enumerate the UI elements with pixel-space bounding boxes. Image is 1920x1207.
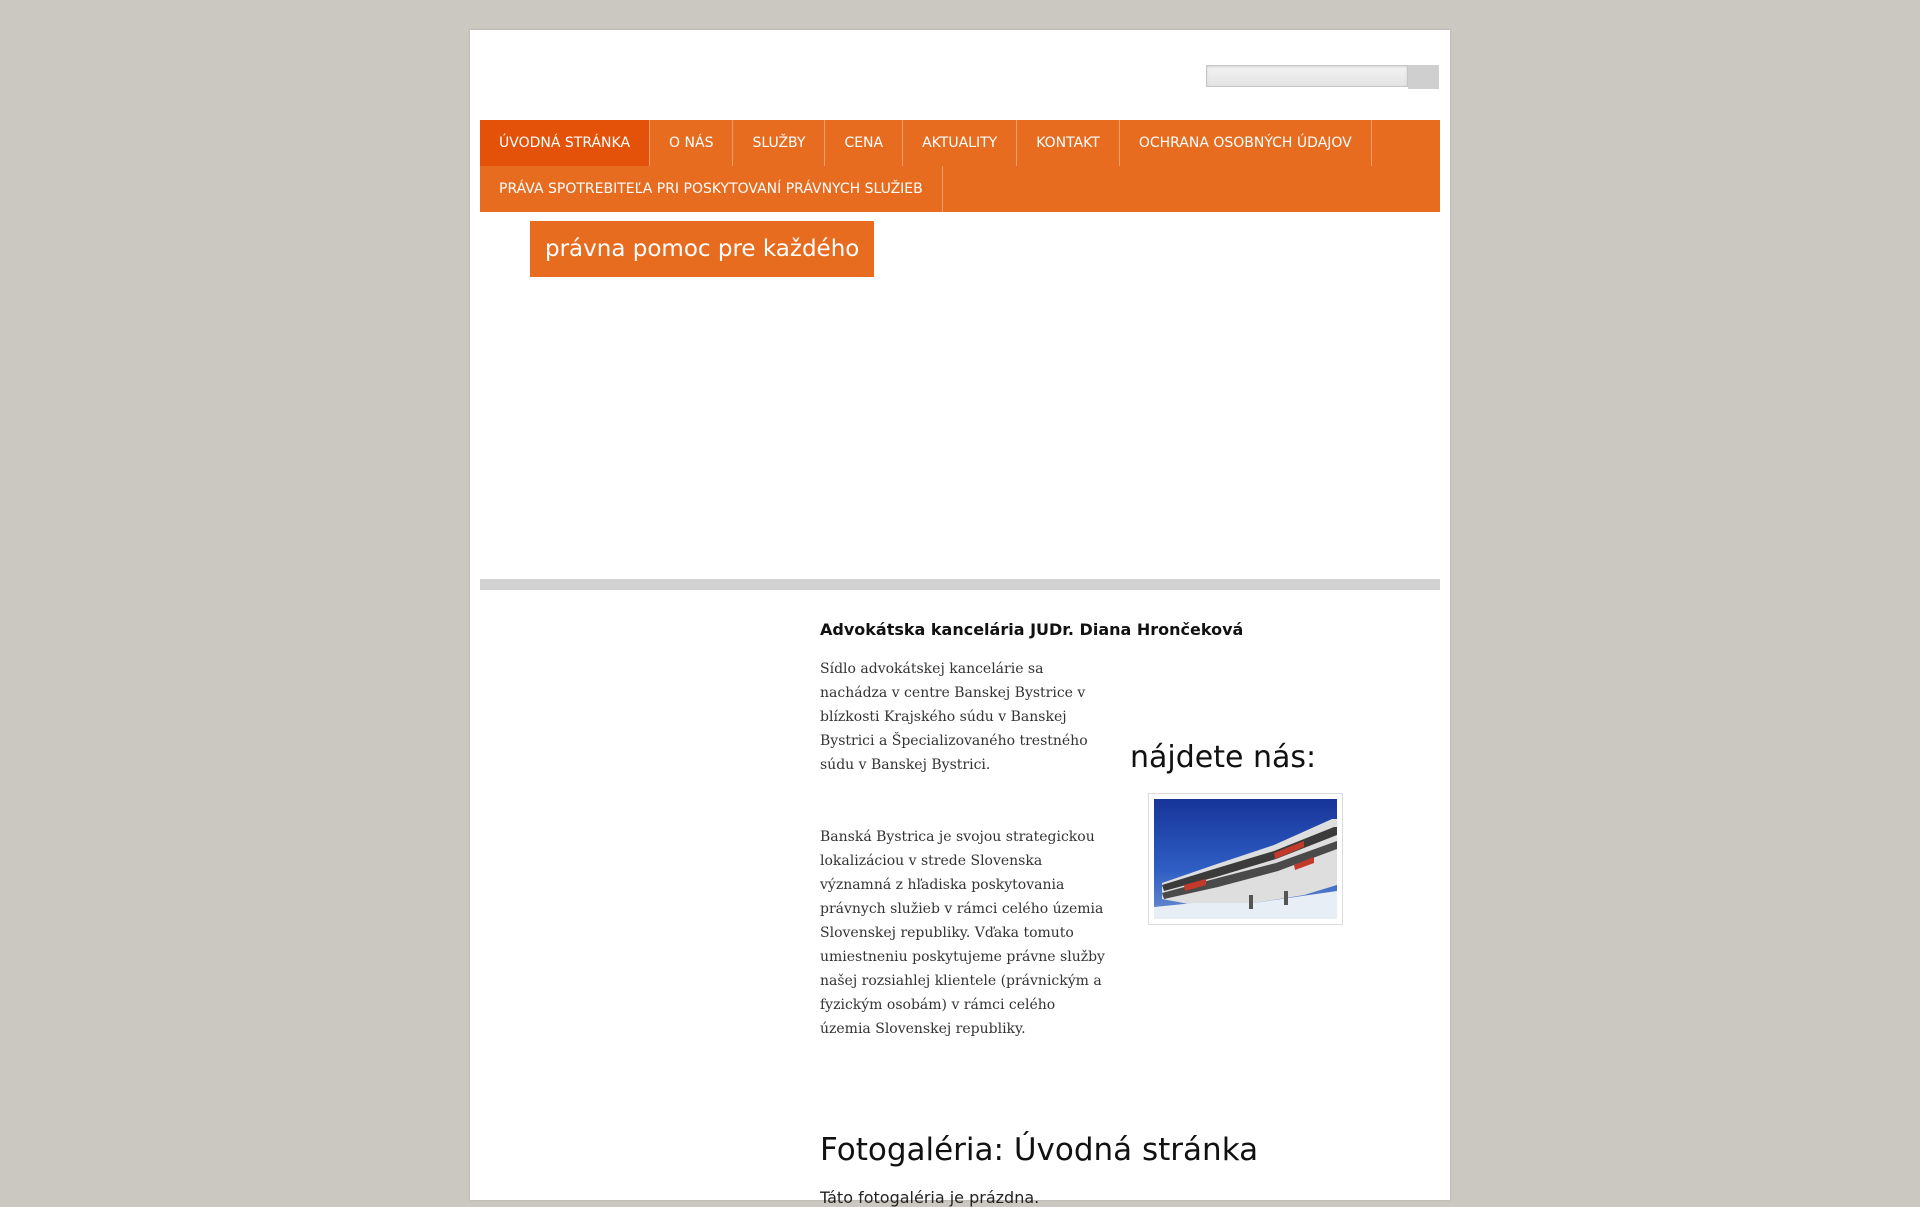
divider-bar (480, 579, 1440, 590)
office-location-paragraph: Sídlo advokátskej kancelárie sa nachádza v centre Banskej Bystrice v blízkosti Krajského súdu v Banskej Bystrici a Špecializovaného trestného súdu v Banskej Bystrici. (820, 661, 1088, 773)
nav-item-home[interactable]: ÚVODNÁ STRÁNKA (480, 120, 650, 166)
search-input[interactable] (1206, 65, 1408, 87)
nav-item-about[interactable]: O NÁS (650, 120, 733, 166)
nav-row-1 (480, 120, 1440, 166)
main-navigation (480, 120, 1440, 212)
strategic-location-paragraph: Banská Bystrica je svojou strategickou lokalizáciou v strede Slovenska významná z hľadiska poskytovania právnych služieb v rámci celého územia Slovenskej republiky. Vďaka tomuto umiestneniu poskytujeme právne služby našej rozsiahlej klientele (právnickým a fyzickým osobám) v rámci celého územia Slovenskej republiky. (820, 829, 1105, 1037)
building-photo[interactable] (1148, 793, 1343, 925)
firm-title: Advokátska kancelária JUDr. Diana Hrončeková (820, 620, 1244, 639)
hero-slogan: právna pomoc pre každého (530, 221, 874, 277)
main-content (820, 620, 1420, 1207)
nav-row-2 (480, 166, 1440, 212)
search-button[interactable] (1408, 65, 1439, 89)
nav-item-news[interactable]: AKTUALITY (903, 120, 1017, 166)
gallery-title: Fotogaléria: Úvodná stránka (820, 1132, 1259, 1168)
page-container (470, 30, 1450, 1207)
search-form (1206, 65, 1439, 89)
nav-item-contact[interactable]: KONTAKT (1017, 120, 1120, 166)
nav-item-price[interactable]: CENA (825, 120, 903, 166)
nav-item-services[interactable]: SLUŽBY (733, 120, 825, 166)
building-image (1154, 799, 1337, 919)
gallery-empty-message: Táto fotogaléria je prázdna. (820, 1188, 1040, 1207)
nav-item-privacy[interactable]: OCHRANA OSOBNÝCH ÚDAJOV (1120, 120, 1372, 166)
nav-item-consumer-rights[interactable]: PRÁVA SPOTREBITEĽA PRI POSKYTOVANÍ PRÁVNYCH SLUŽIEB (480, 166, 943, 212)
find-us-heading: nájdete nás: (1130, 740, 1317, 775)
